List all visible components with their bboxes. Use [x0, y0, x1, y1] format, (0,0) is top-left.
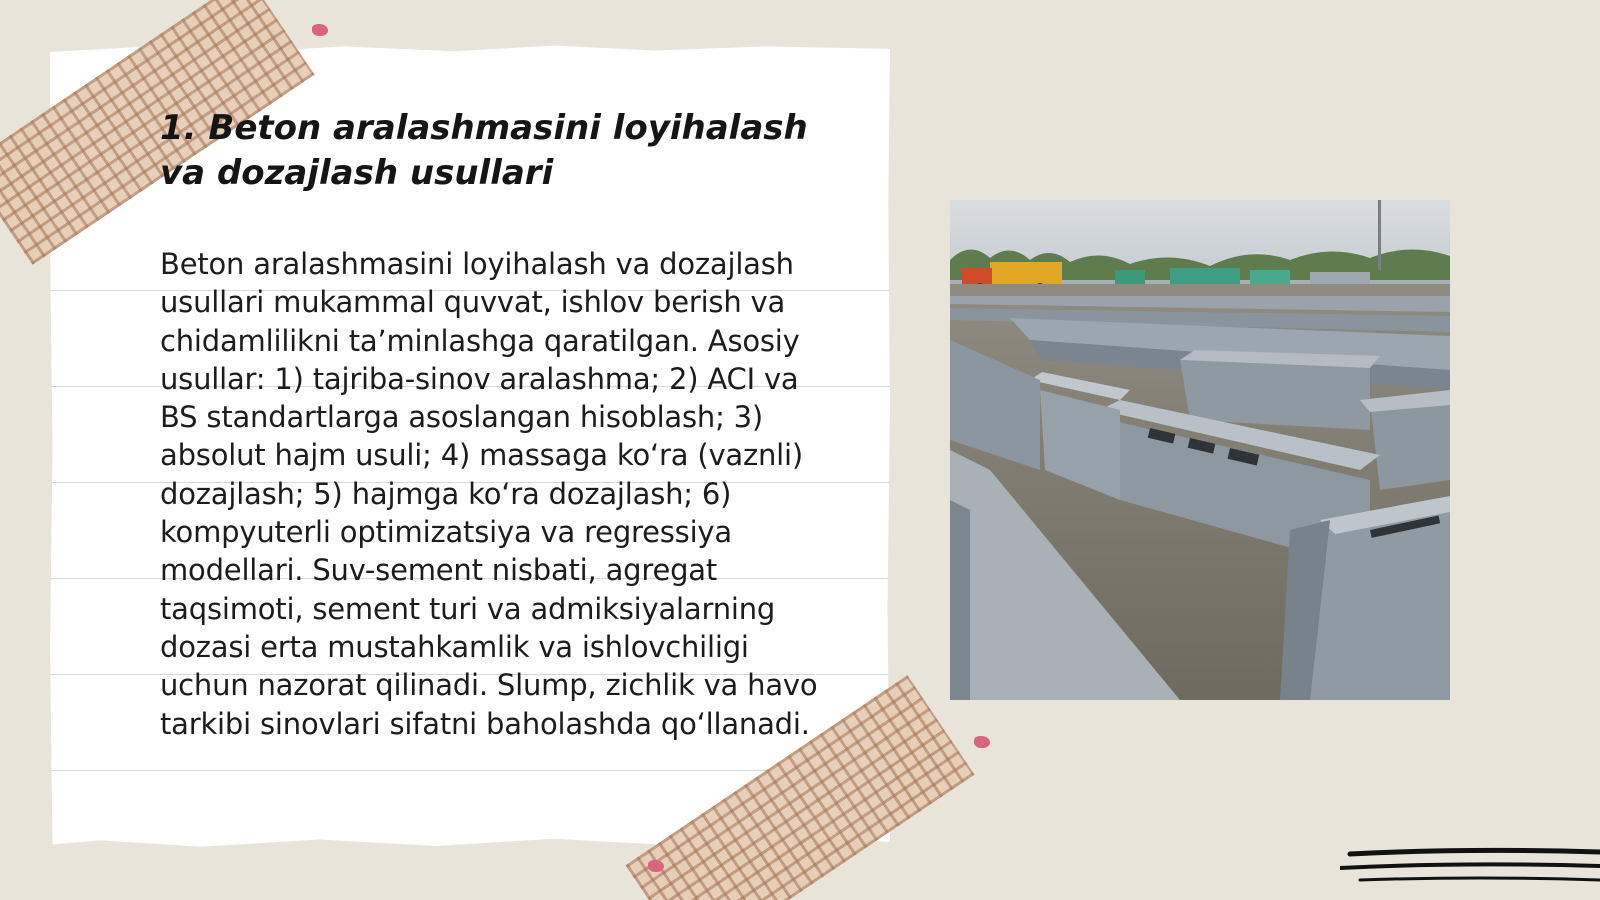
- tape-nick-decoration: [974, 736, 990, 748]
- tape-nick-decoration: [312, 24, 328, 36]
- slide-heading: 1. Beton aralashmasini loyihalash va dozajlash usullari: [160, 108, 808, 193]
- slide-body-text: Beton aralashmasini loyihalash va dozajlash usullari mukammal quvvat, ishlov berish va chidamlilikni ta’minlashga qaratilgan. Asosiy usullar: 1) tajriba-sinov aralashma; 2) ACI va BS standartlarga asoslangan hisoblash; 3) absolut hajm usuli; 4) massaga ko‘ra (vaznli) dozajlash; 5) hajmga ko‘ra dozajlash; 6) kompyuterli optimizatsiya va regressiya modellari. Suv-sement nisbati, agregat taqsimoti, sement turi va admiksiyalarning dozasi erta mustahkamlik va ishlovchiligi uchun nazorat qilinadi. Slump, zichlik va havo tarkibi sinovlari sifatni baholashda qo‘llanadi.: [160, 247, 818, 741]
- photo-illustration: [950, 200, 1450, 700]
- concrete-yard-photo: [950, 200, 1450, 700]
- tape-nick-decoration: [648, 860, 664, 872]
- scribble-lines-decoration: [1340, 846, 1600, 896]
